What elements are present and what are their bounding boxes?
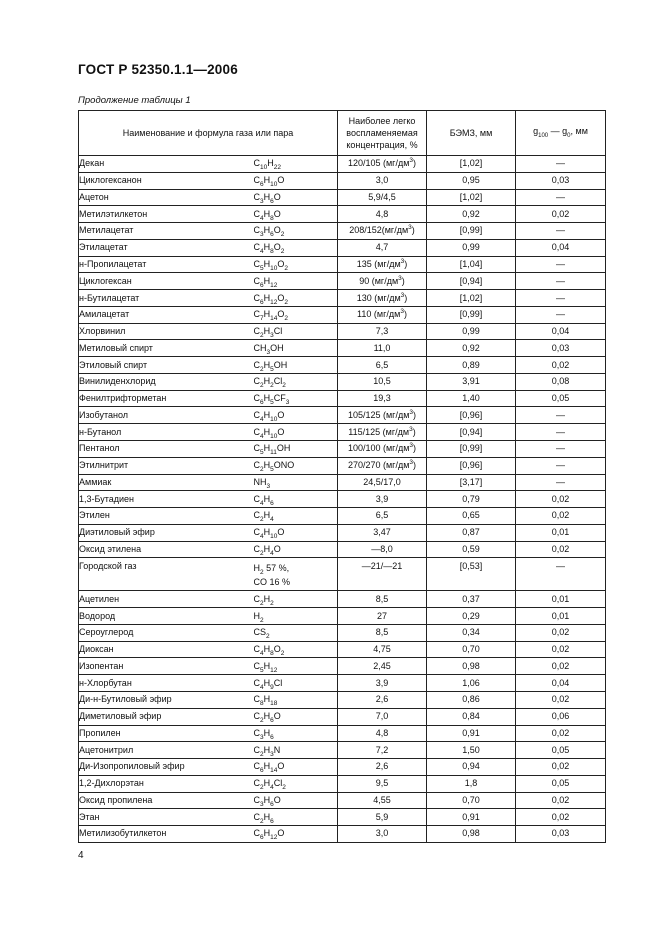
concentration-cell: 9,5 — [338, 775, 427, 792]
concentration-cell: 5,9 — [338, 809, 427, 826]
table-row — [79, 792, 606, 809]
table-row — [79, 691, 606, 708]
gas-properties-table — [78, 110, 606, 843]
concentration-cell: 2,6 — [338, 759, 427, 776]
table-row — [79, 357, 606, 374]
gas-name-cell: н-Бутилацетат — [79, 290, 254, 307]
concentration-cell: 110 $(мг/дм^3)$ — [338, 306, 427, 323]
concentration-cell: 4,75 — [338, 641, 427, 658]
gap-cell: 0,08 — [516, 373, 606, 390]
bemz-cell: [0,96] — [427, 407, 516, 424]
bemz-cell: 0,59 — [427, 541, 516, 558]
concentration-cell: 4,7 — [338, 239, 427, 256]
bemz-cell: [1,04] — [427, 256, 516, 273]
table-row — [79, 759, 606, 776]
gap-cell: 0,02 — [516, 206, 606, 223]
gas-name-cell: Этан — [79, 809, 254, 826]
concentration-cell: 10,5 — [338, 373, 427, 390]
col-header-concentration: Наиболее легко воспламеняемая концентрация, % — [338, 111, 427, 156]
gas-formula-cell: $C_6H_{12}O_2$ — [254, 290, 338, 307]
concentration-cell: 105/125 $(мг/дм^3)$ — [338, 407, 427, 424]
concentration-cell: 24,5/17,0 — [338, 474, 427, 491]
gap-cell: 0,03 — [516, 172, 606, 189]
gas-formula-cell: $C_7H_{14}O_2$ — [254, 306, 338, 323]
bemz-cell: [0,53] — [427, 558, 516, 591]
table-row — [79, 189, 606, 206]
gap-cell: 0,03 — [516, 340, 606, 357]
table-row — [79, 508, 606, 525]
gas-name-cell: Метиловый спирт — [79, 340, 254, 357]
gas-name-cell: Оксид пропилена — [79, 792, 254, 809]
gap-cell: 0,02 — [516, 725, 606, 742]
gap-cell: 0,02 — [516, 491, 606, 508]
bemz-cell: [0,94] — [427, 273, 516, 290]
gas-formula-cell: $C_8H_{18}$ — [254, 691, 338, 708]
table-row — [79, 340, 606, 357]
gap-cell: 0,01 — [516, 591, 606, 608]
table-row — [79, 608, 606, 625]
gap-cell: 0,02 — [516, 624, 606, 641]
concentration-cell: 11,0 — [338, 340, 427, 357]
table-row — [79, 708, 606, 725]
gap-cell: 0,02 — [516, 357, 606, 374]
table-row — [79, 407, 606, 424]
gap-cell: — — [516, 189, 606, 206]
table-row — [79, 624, 606, 641]
concentration-cell: 115/125 $(мг/дм^3)$ — [338, 424, 427, 441]
concentration-cell: 7,2 — [338, 742, 427, 759]
gas-formula-cell: $C_2H_2$ — [254, 591, 338, 608]
bemz-cell: [1,02] — [427, 189, 516, 206]
concentration-cell: 90 $(мг/дм^3)$ — [338, 273, 427, 290]
gas-name-cell: Диэтиловый эфир — [79, 524, 254, 541]
table-row — [79, 725, 606, 742]
bemz-cell: 0,95 — [427, 172, 516, 189]
gas-name-cell: н-Пропилацетат — [79, 256, 254, 273]
concentration-cell: 8,5 — [338, 591, 427, 608]
gas-formula-cell: $C_2H_5ONO$ — [254, 457, 338, 474]
bemz-cell: [3,17] — [427, 474, 516, 491]
gas-formula-cell: $CS_2$ — [254, 624, 338, 641]
gas-name-cell: Пропилен — [79, 725, 254, 742]
gas-formula-cell: $C_6H_{14}O$ — [254, 759, 338, 776]
gas-name-cell: Метилэтилкетон — [79, 206, 254, 223]
concentration-cell: 2,45 — [338, 658, 427, 675]
table-row — [79, 675, 606, 692]
bemz-cell: 0,34 — [427, 624, 516, 641]
gas-formula-cell: $H_2$ 57 %, CO 16 % — [254, 558, 338, 591]
table-row — [79, 809, 606, 826]
bemz-cell: 0,84 — [427, 708, 516, 725]
gas-formula-cell: $C_2H_5OH$ — [254, 357, 338, 374]
gas-formula-cell: $CH_3OH$ — [254, 340, 338, 357]
document-header: ГОСТ Р 52350.1.1—2006 — [78, 62, 238, 77]
gap-cell: — — [516, 306, 606, 323]
gas-name-cell: Пентанол — [79, 441, 254, 458]
gap-cell: 0,01 — [516, 524, 606, 541]
gas-formula-cell: $C_2H_4Cl_2$ — [254, 775, 338, 792]
concentration-cell: 3,9 — [338, 675, 427, 692]
bemz-cell: 0,98 — [427, 658, 516, 675]
bemz-cell: 1,40 — [427, 390, 516, 407]
gap-cell: — — [516, 407, 606, 424]
gas-name-cell: Ацетон — [79, 189, 254, 206]
bemz-cell: 3,91 — [427, 373, 516, 390]
gas-name-cell: Этилен — [79, 508, 254, 525]
bemz-cell: [0,99] — [427, 223, 516, 240]
gas-formula-cell: $C_6H_5CF_3$ — [254, 390, 338, 407]
concentration-cell: 7,3 — [338, 323, 427, 340]
table-row — [79, 441, 606, 458]
concentration-cell: 120/105 $(мг/дм^3)$ — [338, 156, 427, 173]
gas-formula-cell: $C_2H_2Cl_2$ — [254, 373, 338, 390]
table-row — [79, 591, 606, 608]
table-row — [79, 256, 606, 273]
gap-cell: — — [516, 223, 606, 240]
gas-name-cell: Оксид этилена — [79, 541, 254, 558]
table-row — [79, 826, 606, 843]
gas-name-cell: Ди-Изопропиловый эфир — [79, 759, 254, 776]
bemz-cell: 0,99 — [427, 323, 516, 340]
gas-name-cell: Ацетонитрил — [79, 742, 254, 759]
concentration-cell: 100/100 $(мг/дм^3)$ — [338, 441, 427, 458]
gas-formula-cell: $C_4H_8O_2$ — [254, 239, 338, 256]
gas-name-cell: Циклогексанон — [79, 172, 254, 189]
gap-cell: — — [516, 424, 606, 441]
table-row — [79, 306, 606, 323]
concentration-cell: 135 $(мг/дм^3)$ — [338, 256, 427, 273]
gas-name-cell: Амилацетат — [79, 306, 254, 323]
table-row — [79, 206, 606, 223]
bemz-cell: [0,99] — [427, 441, 516, 458]
bemz-cell: 0,70 — [427, 792, 516, 809]
bemz-cell: 0,86 — [427, 691, 516, 708]
gas-name-cell: Хлорвинил — [79, 323, 254, 340]
bemz-cell: 0,94 — [427, 759, 516, 776]
gas-formula-cell: $C_3H_6O$ — [254, 189, 338, 206]
gap-cell: 0,02 — [516, 641, 606, 658]
gas-formula-cell: $C_2H_6O$ — [254, 708, 338, 725]
table-row — [79, 223, 606, 240]
table-row — [79, 239, 606, 256]
gas-name-cell: Этилацетат — [79, 239, 254, 256]
table-body — [79, 156, 606, 843]
table-row — [79, 524, 606, 541]
gas-name-cell: Винилиденхлорид — [79, 373, 254, 390]
bemz-cell: [1,02] — [427, 290, 516, 307]
gas-name-cell: Этиловый спирт — [79, 357, 254, 374]
gap-cell: 0,03 — [516, 826, 606, 843]
concentration-cell: —8,0 — [338, 541, 427, 558]
bemz-cell: 1,06 — [427, 675, 516, 692]
table-row — [79, 424, 606, 441]
concentration-cell: 3,0 — [338, 826, 427, 843]
concentration-cell: 3,9 — [338, 491, 427, 508]
concentration-cell: $208/152(мг/дм^3)$ — [338, 223, 427, 240]
col-header-name: Наименование и формула газа или пара — [79, 111, 338, 156]
bemz-cell: 0,91 — [427, 809, 516, 826]
gas-name-cell: Изопентан — [79, 658, 254, 675]
gas-formula-cell: $C_5H_{11}OH$ — [254, 441, 338, 458]
gap-cell: 0,06 — [516, 708, 606, 725]
gap-cell: 0,05 — [516, 390, 606, 407]
gap-cell: 0,04 — [516, 675, 606, 692]
table-row — [79, 742, 606, 759]
gas-name-cell: Диметиловый эфир — [79, 708, 254, 725]
col-header-gap: $g_{100}$ — $g_0$, мм — [516, 111, 606, 156]
gas-name-cell: Изобутанол — [79, 407, 254, 424]
gas-name-cell: Водород — [79, 608, 254, 625]
gas-name-cell: Ацетилен — [79, 591, 254, 608]
table-row — [79, 273, 606, 290]
gas-formula-cell: $C_2H_4O$ — [254, 541, 338, 558]
concentration-cell: 5,9/4,5 — [338, 189, 427, 206]
concentration-cell: 27 — [338, 608, 427, 625]
concentration-cell: 4,8 — [338, 206, 427, 223]
gap-cell: 0,05 — [516, 775, 606, 792]
gas-formula-cell: $H_2$ — [254, 608, 338, 625]
gas-name-cell: Диоксан — [79, 641, 254, 658]
bemz-cell: 0,87 — [427, 524, 516, 541]
gas-formula-cell: $C_2H_3N$ — [254, 742, 338, 759]
bemz-cell: 0,70 — [427, 641, 516, 658]
bemz-cell: [0,99] — [427, 306, 516, 323]
gap-cell: 0,02 — [516, 541, 606, 558]
gap-cell: 0,02 — [516, 691, 606, 708]
table-row — [79, 541, 606, 558]
gas-formula-cell: $C_3H_6$ — [254, 725, 338, 742]
table-row — [79, 290, 606, 307]
gas-formula-cell: $C_4H_{10}O$ — [254, 407, 338, 424]
bemz-cell: 0,92 — [427, 206, 516, 223]
gas-formula-cell: $C_4H_{10}O$ — [254, 524, 338, 541]
table-row — [79, 775, 606, 792]
table-row — [79, 390, 606, 407]
concentration-cell: 7,0 — [338, 708, 427, 725]
gas-formula-cell: $C_4H_8O$ — [254, 206, 338, 223]
gas-formula-cell: $C_6H_{12}O$ — [254, 826, 338, 843]
gas-name-cell: н-Хлорбутан — [79, 675, 254, 692]
gap-cell: — — [516, 457, 606, 474]
gas-formula-cell: $C_3H_6O_2$ — [254, 223, 338, 240]
gas-formula-cell: $C_4H_9Cl$ — [254, 675, 338, 692]
table-row — [79, 474, 606, 491]
bemz-cell: 0,89 — [427, 357, 516, 374]
bemz-cell: 0,65 — [427, 508, 516, 525]
bemz-cell: 0,92 — [427, 340, 516, 357]
table-header-row — [79, 111, 606, 156]
table-row — [79, 457, 606, 474]
concentration-cell: 4,55 — [338, 792, 427, 809]
gap-cell: — — [516, 558, 606, 591]
concentration-cell: 4,8 — [338, 725, 427, 742]
bemz-cell: [1,02] — [427, 156, 516, 173]
bemz-cell: 1,50 — [427, 742, 516, 759]
table-row — [79, 558, 606, 591]
table-row — [79, 491, 606, 508]
concentration-cell: 6,5 — [338, 508, 427, 525]
gap-cell: 0,02 — [516, 792, 606, 809]
gas-formula-cell: $C_4H_6$ — [254, 491, 338, 508]
table-row — [79, 172, 606, 189]
gas-formula-cell: $C_5H_{12}$ — [254, 658, 338, 675]
gas-formula-cell: $C_6H_{12}$ — [254, 273, 338, 290]
concentration-cell: 130 $(мг/дм^3)$ — [338, 290, 427, 307]
gas-formula-cell: $C_2H_6$ — [254, 809, 338, 826]
concentration-cell: 19,3 — [338, 390, 427, 407]
gas-name-cell: Фенилтрифторметан — [79, 390, 254, 407]
bemz-cell: 0,98 — [427, 826, 516, 843]
gas-formula-cell: $C_6H_{10}O$ — [254, 172, 338, 189]
gas-name-cell: Этилнитрит — [79, 457, 254, 474]
gap-cell: 0,02 — [516, 809, 606, 826]
gas-name-cell: 1,2-Дихлорэтан — [79, 775, 254, 792]
gas-name-cell: н-Бутанол — [79, 424, 254, 441]
table-row — [79, 156, 606, 173]
bemz-cell: 0,37 — [427, 591, 516, 608]
gap-cell: 0,04 — [516, 239, 606, 256]
table-row — [79, 658, 606, 675]
page-number: 4 — [78, 850, 84, 861]
gap-cell: — — [516, 273, 606, 290]
gap-cell: 0,05 — [516, 742, 606, 759]
concentration-cell: 6,5 — [338, 357, 427, 374]
gas-formula-cell: $C_4H_8O_2$ — [254, 641, 338, 658]
gap-cell: 0,02 — [516, 759, 606, 776]
gas-formula-cell: $NH_3$ — [254, 474, 338, 491]
gas-name-cell: Ди-н-Бутиловый эфир — [79, 691, 254, 708]
gap-cell: — — [516, 156, 606, 173]
gas-formula-cell: $C_2H_4$ — [254, 508, 338, 525]
gap-cell: 0,02 — [516, 508, 606, 525]
gap-cell: 0,01 — [516, 608, 606, 625]
table-row — [79, 641, 606, 658]
bemz-cell: 0,91 — [427, 725, 516, 742]
gap-cell: 0,04 — [516, 323, 606, 340]
gap-cell: — — [516, 441, 606, 458]
bemz-cell: [0,94] — [427, 424, 516, 441]
gas-formula-cell: $C_{10}H_{22}$ — [254, 156, 338, 173]
gas-formula-cell: $C_5H_{10}O_2$ — [254, 256, 338, 273]
gas-name-cell: 1,3-Бутадиен — [79, 491, 254, 508]
gas-name-cell: Метилизобутилкетон — [79, 826, 254, 843]
gas-name-cell: Декан — [79, 156, 254, 173]
gas-name-cell: Метилацетат — [79, 223, 254, 240]
table-row — [79, 373, 606, 390]
concentration-cell: 3,0 — [338, 172, 427, 189]
concentration-cell: —21/—21 — [338, 558, 427, 591]
gas-formula-cell: $C_2H_3Cl$ — [254, 323, 338, 340]
gap-cell: — — [516, 474, 606, 491]
bemz-cell: 0,79 — [427, 491, 516, 508]
bemz-cell: [0,96] — [427, 457, 516, 474]
bemz-cell: 0,99 — [427, 239, 516, 256]
bemz-cell: 0,29 — [427, 608, 516, 625]
table-caption: Продолжение таблицы 1 — [78, 95, 191, 106]
col-header-bemz: БЭМЗ, мм — [427, 111, 516, 156]
gap-cell: — — [516, 256, 606, 273]
gap-cell: 0,02 — [516, 658, 606, 675]
concentration-cell: 270/270 $(мг/дм^3)$ — [338, 457, 427, 474]
concentration-cell: 8,5 — [338, 624, 427, 641]
concentration-cell: 3,47 — [338, 524, 427, 541]
concentration-cell: 2,6 — [338, 691, 427, 708]
gas-name-cell: Городской газ — [79, 558, 254, 591]
gas-formula-cell: $C_3H_6O$ — [254, 792, 338, 809]
gas-name-cell: Аммиак — [79, 474, 254, 491]
gas-name-cell: Циклогексан — [79, 273, 254, 290]
gap-cell: — — [516, 290, 606, 307]
table-row — [79, 323, 606, 340]
bemz-cell: 1,8 — [427, 775, 516, 792]
gas-name-cell: Сероуглерод — [79, 624, 254, 641]
gas-formula-cell: $C_4H_{10}O$ — [254, 424, 338, 441]
